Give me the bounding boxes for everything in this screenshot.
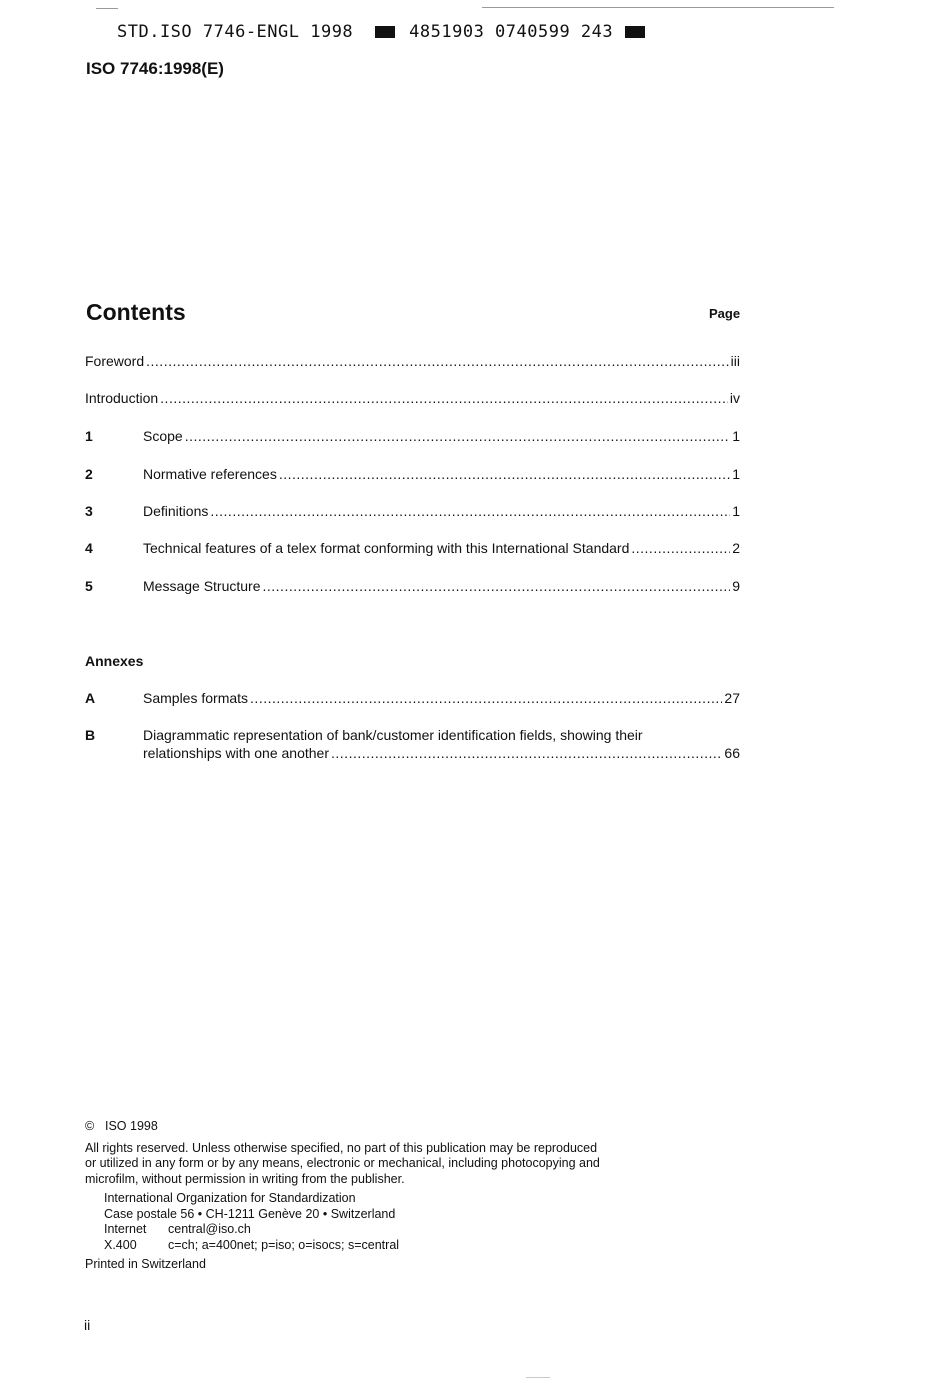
toc-entry-introduction[interactable] xyxy=(85,390,740,408)
toc-entry-number: 1 xyxy=(85,428,93,444)
x400-line xyxy=(104,1238,600,1254)
internet-email: central@iso.ch xyxy=(168,1222,251,1236)
toc-entry-page: iv xyxy=(729,390,740,406)
toc-leader-dots xyxy=(250,690,722,706)
toc-entry-message-structure[interactable] xyxy=(85,578,740,596)
toc-entry-title: Technical features of a telex format conforming with this International Standard xyxy=(143,540,630,556)
toc-leader-dots xyxy=(146,353,729,369)
top-rule-right xyxy=(482,7,834,8)
page-column-header: Page xyxy=(709,306,741,321)
printed-in: Printed in Switzerland xyxy=(85,1257,206,1271)
top-rule-left xyxy=(96,8,118,9)
rights-line-2: or utilized in any form or by any means, electronic or mechanical, including photocopying and xyxy=(85,1156,600,1170)
toc-entry-title: Definitions xyxy=(143,503,209,519)
stamp-block-mark-end xyxy=(625,26,645,38)
toc-leader-dots xyxy=(263,578,731,594)
toc-entry-page: 27 xyxy=(724,690,740,706)
toc-entry-scope[interactable] xyxy=(85,428,740,446)
toc-entry-title: Foreword xyxy=(85,353,145,369)
page-folio: ii xyxy=(84,1317,91,1333)
internet-label: Internet xyxy=(104,1222,147,1236)
document-stamp xyxy=(117,22,645,42)
toc-entry-annex-a[interactable] xyxy=(85,690,740,708)
toc-entry-number: 4 xyxy=(85,540,93,556)
toc-entry-technical-features[interactable] xyxy=(85,540,740,558)
toc-entry-number: 3 xyxy=(85,503,93,519)
toc-leader-dots xyxy=(331,745,722,761)
toc-entry-page: 1 xyxy=(732,428,740,444)
x400-label: X.400 xyxy=(104,1237,137,1252)
rights-line-1: All rights reserved. Unless otherwise specified, no part of this publication may be reproduced xyxy=(85,1140,598,1155)
toc-entry-title-line2-row xyxy=(143,745,740,761)
rights-line-3: microfilm, without permission in writing from the publisher. xyxy=(85,1171,405,1186)
internet-line xyxy=(104,1222,600,1238)
stamp-codes: 4851903 0740599 243 xyxy=(409,22,614,42)
toc-entry-number: B xyxy=(85,727,96,743)
toc-entry-title: Scope xyxy=(143,428,183,444)
toc-entry-title: Samples formats xyxy=(143,690,249,706)
toc-entry-normative-references[interactable] xyxy=(85,466,740,484)
toc-entry-page: 1 xyxy=(732,503,740,519)
toc-entry-number: A xyxy=(85,690,96,706)
toc-entry-number: 2 xyxy=(85,466,93,482)
toc-leader-dots xyxy=(160,390,728,406)
toc-entry-title: Introduction xyxy=(85,390,159,406)
stamp-text: STD.ISO 7746-ENGL 1998 xyxy=(117,22,354,42)
copyright-year: ISO 1998 xyxy=(105,1119,158,1133)
postal-address: Case postale 56 • CH-1211 Genève 20 • Switzerland xyxy=(104,1206,396,1221)
document-id: ISO 7746:1998(E) xyxy=(86,59,224,78)
annexes-heading: Annexes xyxy=(85,653,144,669)
x400-address: c=ch; a=400net; p=iso; o=isocs; s=central xyxy=(168,1237,400,1252)
copyright-line xyxy=(85,1119,600,1135)
copyright-symbol: © xyxy=(85,1119,95,1133)
toc-entry-page: 9 xyxy=(732,578,740,594)
stamp-block-mark xyxy=(375,26,395,38)
toc-leader-dots xyxy=(631,540,730,556)
toc-entry-definitions[interactable] xyxy=(85,503,740,521)
toc-entry-title-line2: relationships with one another xyxy=(143,745,330,761)
copyright-block xyxy=(85,1119,600,1273)
toc-entry-page: iii xyxy=(730,353,740,369)
toc-entry-title: Normative references xyxy=(143,466,277,482)
toc-entry-number: 5 xyxy=(85,578,93,594)
toc-entry-title: Message Structure xyxy=(143,578,261,594)
toc-leader-dots xyxy=(185,428,731,444)
toc-entry-page: 1 xyxy=(732,466,740,482)
toc-entry-page: 2 xyxy=(732,540,740,556)
org-name: International Organization for Standardization xyxy=(104,1191,356,1205)
toc-entry-title-line1: Diagrammatic representation of bank/customer identification fields, showing their xyxy=(143,727,643,743)
toc-leader-dots xyxy=(210,503,730,519)
toc-entry-page: 66 xyxy=(724,745,740,761)
toc-entry-foreword[interactable] xyxy=(85,353,740,371)
bottom-rule-artifact xyxy=(526,1377,550,1378)
contents-title: Contents xyxy=(86,299,186,325)
toc-leader-dots xyxy=(279,466,730,482)
